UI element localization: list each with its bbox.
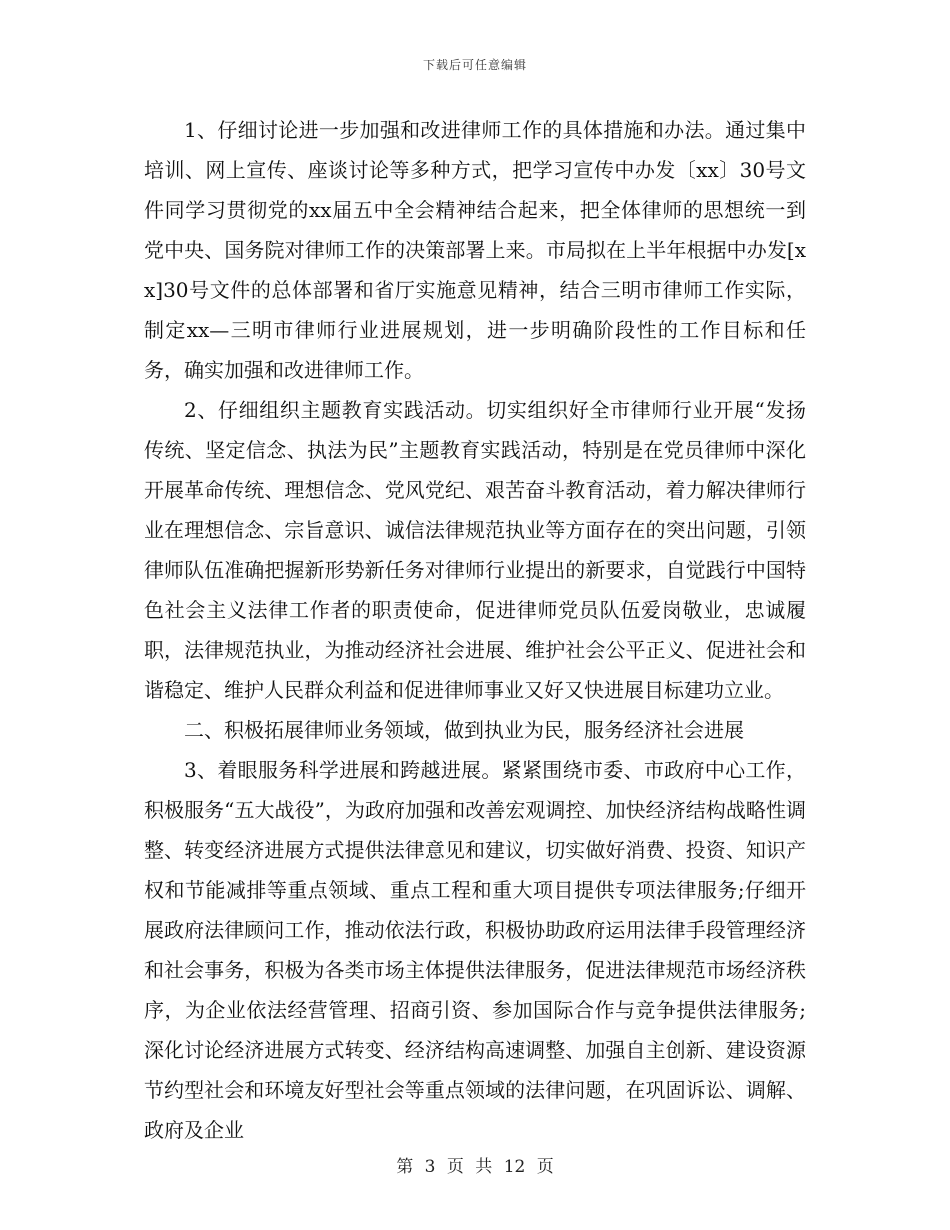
paragraph-1: 1、仔细讨论进一步加强和改进律师工作的具体措施和办法。通过集中培训、网上宣传、座谈讨论等多种方式，把学习宣传中办发〔xx〕30号文件同学习贯彻党的xx届五中全会精神结合起来，把全体律师的思想统一到党中央、国务院对律师工作的决策部署上来。市局拟在上半年根据中办发[xx]30号文件的总体部署和省厅实施意见精神，结合三明市律师工作实际，制定xx—三明市律师行业进展规划，进一步明确阶段性的工作目标和任务，确实加强和改进律师工作。 — [144, 118, 806, 382]
page-number: 第 3 页 共 12 页 — [396, 1157, 554, 1177]
paragraph-3: 3、着眼服务科学进展和跨越进展。紧紧围绕市委、市政府中心工作，积极服务“五大战役”，为政府加强和改善宏观调控、加快经济结构战略性调整、转变经济进展方式提供法律意见和建议，切实做好消费、投资、知识产权和节能减排等重点领域、重点工程和重大项目提供专项法律服务;仔细开展政府法律顾问工作，推动依法行政，积极协助政府运用法律手段管理经济和社会事务，积极为各类市场主体提供法律服务，促进法律规范市场经济秩序，为企业依法经营管理、招商引资、参加国际合作与竞争提供法律服务;深化讨论经济进展方式转变、经济结构高速调整、加强自主创新、建设资源节约型社会和环境友好型社会等重点领域的法律问题，在巩固诉讼、调解、政府及企业 — [144, 758, 806, 1142]
header-note: 下载后可任意编辑 — [422, 58, 527, 72]
paragraph-2: 2、仔细组织主题教育实践活动。切实组织好全市律师行业开展“发扬传统、坚定信念、执法为民”主题教育实践活动，特别是在党员律师中深化开展革命传统、理想信念、党风党纪、艰苦奋斗教育活动，着力解决律师行业在理想信念、宗旨意识、诚信法律规范执业等方面存在的突出问题，引领律师队伍准确把握新形势新任务对律师行业提出的新要求，自觉践行中国特色社会主义法律工作者的职责使命，促进律师党员队伍爱岗敬业，忠诚履职，法律规范执业，为推动经济社会进展、维护社会公平正义、促进社会和谐稳定、维护人民群众利益和促进律师事业又好又快进展目标建功立业。 — [144, 398, 806, 702]
document-body — [144, 110, 806, 1150]
section-heading-2: 二、积极拓展律师业务领域，做到执业为民，服务经济社会进展 — [184, 718, 744, 742]
